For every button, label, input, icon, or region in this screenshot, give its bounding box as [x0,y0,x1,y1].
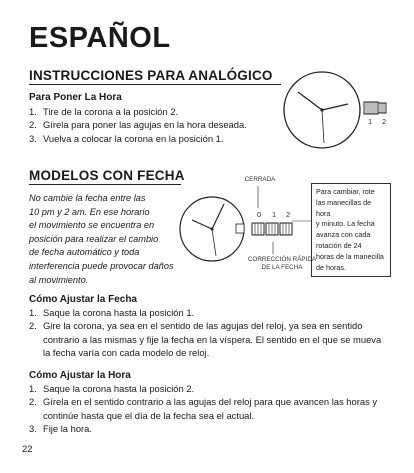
date-position-2: 2 [286,210,291,219]
date-window-icon [236,224,244,233]
list-item: 2. Gire la corona, ya sea en el sentido de las agujas del reloj, ya sea en sentido contrario a las mismas y fije la fecha en la víspera. El sentido en el que se mueva la fecha varía con cada modelo de reloj. [29,320,382,359]
second-hand-icon [212,229,216,256]
list-item: 1. Saque la corona hasta la posición 2. [29,383,195,394]
hour-hand-icon [192,220,212,229]
list-item: 3. Vuelva a colocar la corona en la posición 1. [29,132,224,144]
quick-date-label: CORRECCIÓN RÁPIDA DE LA FECHA [247,256,317,271]
list-item: 1. Saque la corona hasta la posición 1. [29,307,195,318]
list-item: 2. Gírela para poner las agujas en la hora deseada. [29,119,247,131]
crown-icon [364,102,386,114]
date-position-0: 0 [257,210,262,219]
date-models-heading-rule [29,184,181,185]
set-time-steps [29,105,279,145]
minute-hand-icon [212,204,224,229]
crown-icon [252,223,292,235]
date-position-1: 1 [272,210,277,219]
page-number: 22 [22,444,33,455]
second-hand-icon [322,110,324,143]
date-warning: No cambie la fecha entre las 10 pm y 2 am. En ese horario el movimiento se encuentra en posición para realizar el cambio de fecha automático y toda interferencia puede provocar daños al movimiento. [29,193,174,285]
list-item: 1. Tire de la corona a la posición 2. [29,106,179,117]
list-item: 2. Gírela en el sentido contrario a las agujas del reloj para que avancen las horas y continúe hasta que el día de la fecha sea el actual. [29,396,378,421]
crown-position-2: 2 [382,117,387,126]
adjust-date-title: Cómo Ajustar la Fecha [29,294,137,305]
crown-position-1: 1 [368,117,373,126]
date-change-note: Para cambiar, rote las manecillas de hora y minuto. La fecha avanza con cada rotación de 24 horas de la manecilla de horas. [311,183,391,277]
hour-hand-icon [298,92,322,110]
analog-watch-diagram [280,68,390,156]
list-item: 3. Fije la hora. [29,423,92,435]
adjust-time-title: Cómo Ajustar la Hora [29,370,131,381]
minute-hand-icon [322,104,348,110]
closed-label: CERRADA [244,176,276,183]
set-time-title: Para Poner La Hora [29,92,122,103]
adjust-date-steps [29,306,389,360]
analog-heading-rule [29,84,281,85]
adjust-time-steps [29,382,391,436]
analog-heading: INSTRUCCIONES PARA ANALÓGICO [29,68,273,83]
date-models-heading: MODELOS CON FECHA [29,168,185,183]
language-title: ESPAÑOL [29,22,171,54]
